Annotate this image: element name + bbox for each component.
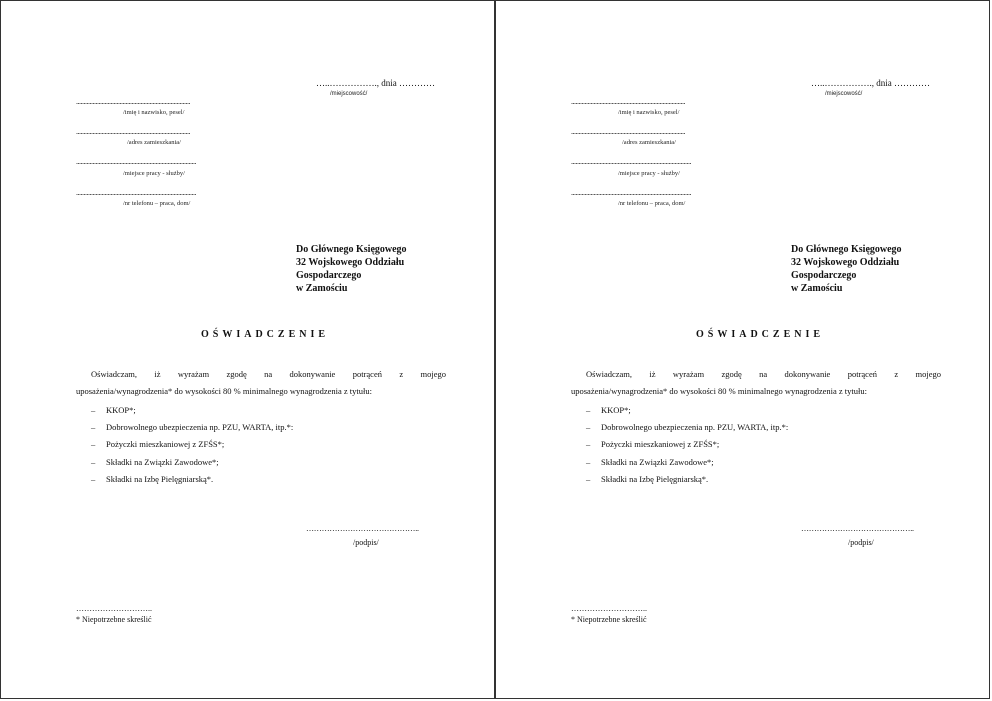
phone-field-dots: ................................................................................ xyxy=(571,188,691,197)
list-item xyxy=(586,439,719,449)
statement-paragraph-line2: uposażenia/wynagrodzenia* do wysokości 80 % minimalnego wynagrodzenia z tytułu: xyxy=(571,386,868,396)
addressee-line: Do Głównego Księgowego xyxy=(296,244,407,255)
list-item xyxy=(91,474,213,484)
footnote-text: * Niepotrzebne skreślić xyxy=(571,615,647,624)
name-field-dots: ............................................................................ xyxy=(571,97,685,106)
addressee-line: 32 Wojskowego Oddziału xyxy=(791,257,900,268)
list-item xyxy=(586,422,788,432)
address-field-dots: ............................................................................ xyxy=(76,127,190,136)
signature-caption: /podpis/ xyxy=(848,538,874,547)
name-field-caption: /imię i nazwisko, pesel/ xyxy=(618,109,680,116)
bullet-dash: – xyxy=(91,439,96,449)
list-item-text: Składki na Związki Zawodowe*; xyxy=(106,457,219,467)
statement-paragraph-line2: uposażenia/wynagrodzenia* do wysokości 80 % minimalnego wynagrodzenia z tytułu: xyxy=(76,386,373,396)
list-item-text: Składki na Związki Zawodowe*; xyxy=(601,457,714,467)
list-item-text: Pożyczki mieszkaniowej z ZFŚS*; xyxy=(106,439,225,449)
addressee-line: Do Głównego Księgowego xyxy=(791,244,902,255)
place-date-line: …..……………., dnia ………… xyxy=(811,78,930,88)
signature-dots: …………………………………….. xyxy=(306,524,419,533)
list-item xyxy=(91,439,224,449)
bullet-dash: – xyxy=(586,422,591,432)
workplace-field-dots: ................................................................................ xyxy=(76,157,196,166)
document-page-left xyxy=(0,0,495,699)
list-item xyxy=(91,405,136,415)
addressee-line: 32 Wojskowego Oddziału xyxy=(296,257,405,268)
addressee-line: w Zamościu xyxy=(296,283,348,294)
document-page-right xyxy=(495,0,990,699)
bullet-dash: – xyxy=(586,474,591,484)
list-item xyxy=(586,457,714,467)
addressee-block xyxy=(791,243,902,295)
list-item-text: Dobrowolnego ubezpieczenia np. PZU, WARTA, itp.*: xyxy=(106,422,294,432)
place-caption: /miejscowość/ xyxy=(825,91,863,97)
document-title: OŚWIADCZENIE xyxy=(201,329,330,340)
document-title: OŚWIADCZENIE xyxy=(696,329,825,340)
list-item xyxy=(586,405,631,415)
signature-dots: …………………………………….. xyxy=(801,524,914,533)
signature-caption: /podpis/ xyxy=(353,538,379,547)
list-item-text: KKOP*; xyxy=(106,405,136,415)
list-item xyxy=(586,474,708,484)
address-field-dots: ............................................................................ xyxy=(571,127,685,136)
place-date-line: …..……………., dnia ………… xyxy=(316,78,435,88)
bullet-dash: – xyxy=(586,457,591,467)
bullet-dash: – xyxy=(91,457,96,467)
statement-paragraph-line1: Oświadczam, iż wyrażam zgodę na dokonywanie potrąceń z mojego xyxy=(586,369,941,379)
bullet-dash: – xyxy=(91,422,96,432)
phone-field-caption: /nr telefonu – praca, dom/ xyxy=(618,200,686,207)
addressee-block xyxy=(296,243,407,295)
name-field-dots: ............................................................................ xyxy=(76,97,190,106)
workplace-field-caption: /miejsce pracy - służby/ xyxy=(618,170,680,177)
phone-field-dots: ................................................................................ xyxy=(76,188,196,197)
addressee-line: w Zamościu xyxy=(791,283,843,294)
workplace-field-caption: /miejsce pracy - służby/ xyxy=(123,170,185,177)
list-item-text: Składki na Izbę Pielęgniarską*. xyxy=(106,474,214,484)
bullet-dash: – xyxy=(586,405,591,415)
footnote-dots: ……………………….. xyxy=(571,604,647,613)
footnote-text: * Niepotrzebne skreślić xyxy=(76,615,152,624)
addressee-line: Gospodarczego xyxy=(296,270,362,281)
footnote-dots: ……………………….. xyxy=(76,604,152,613)
bullet-dash: – xyxy=(91,474,96,484)
list-item-text: Składki na Izbę Pielęgniarską*. xyxy=(601,474,709,484)
address-field-caption: /adres zamieszkania/ xyxy=(127,139,181,146)
list-item xyxy=(91,457,219,467)
address-field-caption: /adres zamieszkania/ xyxy=(622,139,676,146)
workplace-field-dots: ................................................................................ xyxy=(571,157,691,166)
bullet-dash: – xyxy=(586,439,591,449)
phone-field-caption: /nr telefonu – praca, dom/ xyxy=(123,200,191,207)
name-field-caption: /imię i nazwisko, pesel/ xyxy=(123,109,185,116)
list-item-text: Pożyczki mieszkaniowej z ZFŚS*; xyxy=(601,439,720,449)
place-caption: /miejscowość/ xyxy=(330,91,368,97)
list-item-text: Dobrowolnego ubezpieczenia np. PZU, WARTA, itp.*: xyxy=(601,422,789,432)
bullet-dash: – xyxy=(91,405,96,415)
addressee-line: Gospodarczego xyxy=(791,270,857,281)
statement-paragraph-line1: Oświadczam, iż wyrażam zgodę na dokonywanie potrąceń z mojego xyxy=(91,369,446,379)
list-item xyxy=(91,422,293,432)
list-item-text: KKOP*; xyxy=(601,405,631,415)
